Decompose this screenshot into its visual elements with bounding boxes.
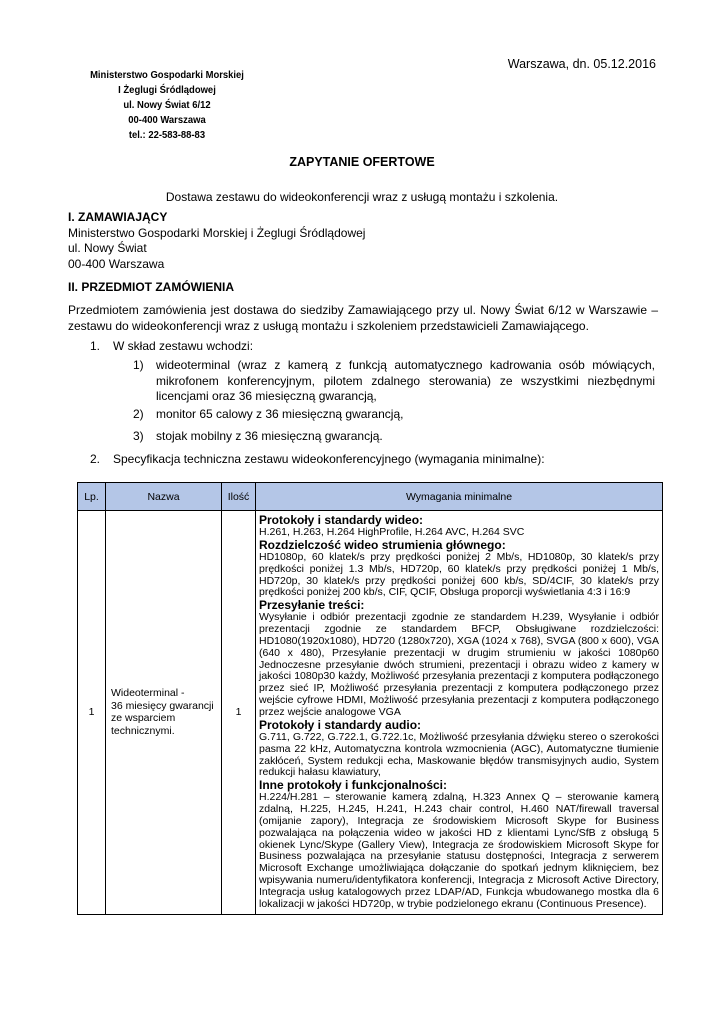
address-line: tel.: 22-583-88-83 [128, 129, 206, 141]
requirement-text: G.711, G.722, G.722.1, G.722.1c, Możliwość przesyłania dźwięku stereo o szerokości pasma 22 kHz, Automatyczna kontrola wzmocnienia (AGC), Automatyczne tłumienie zakłóceń, System redukcji echa, Maskowanie błędów transmisyjnych audio, System redukcji hałasu klawiatury, [259, 730, 659, 779]
address-line: 00-400 Warszawa [128, 114, 206, 126]
section-contracting-authority [68, 210, 365, 272]
cell-name [106, 511, 222, 915]
list-item [90, 451, 545, 467]
requirement-heading: Inne protokoły i funkcjonalności: [259, 778, 448, 793]
sub-list-number: 2) [133, 407, 144, 421]
requirement-heading: Protokoły i standardy audio: [259, 717, 422, 732]
header-lp: Lp. [78, 483, 106, 511]
sub-list-text: monitor 65 calowy z 36 miesięczną gwarancją, [156, 407, 404, 421]
sub-list-number: 3) [133, 429, 144, 443]
requirement-text: HD1080p, 60 klatek/s przy prędkości poniżej 2 Mb/s, HD1080p, 30 klatek/s przy prędkości poniżej 1.3 Mb/s, HD720p, 60 klatek/s przy prędkości poniżej 1 Mb/s, HD720p, 30 klatek/s przy prędkości poniżej 600 kb/s, SD/4CIF, 30 klatek/s przy prędkości poniżej 200 kb/s, CIF, QCIF, Obsługa proporcji wyświetlania 4:3 i 16:9 [259, 550, 659, 599]
sub-list-text: stojak mobilny z 36 miesięczną gwarancją. [156, 429, 383, 443]
document-title: ZAPYTANIE OFERTOWE [289, 155, 435, 169]
header-name: Nazwa [106, 483, 222, 511]
address-line: Ministerstwo Gospodarki Morskiej [90, 69, 244, 81]
name-line: 36 miesięcy gwarancji [111, 699, 214, 712]
order-intro-paragraph: Przedmiotem zamówienia jest dostawa do siedziby Zamawiającego przy ul. Nowy Świat 6/12 w Warszawie – zestawu do wideokonferencji wraz z usługą montażu i szkoleniem przedstawicieli Zamawiającego. [68, 303, 658, 333]
requirement-text: Wysyłanie i odbiór prezentacji zgodnie ze standardem H.239, Wysyłanie i odbiór prezentacji zgodnie ze standardem BFCP, Obsługiwane rozdzielczości: HD1080(1920x1080), HD720 (1280x720), XGA (1024 x 768), SVGA (800 x 600), VGA (640 x 480), Przesyłanie prezentacji w drugim strumieniu w jakości 1080p60 Jednoczesne przesyłanie dwóch strumieni, prezentacji i obrazu wideo z kamery w jakości 1080p30 każdy, Możliwość przesyłania prezentacji z komputera podłączonego przez sieć IP, Możliwość przesyłania prezentacji z komputera podłączonego przez wejście cyfrowe HDMI, Możliwość przesyłania prezentacji z komputera podłączonego przez wejście analogowe VGA [259, 611, 659, 718]
header-requirements: Wymagania minimalne [256, 483, 663, 511]
sub-list-item [133, 429, 655, 445]
cell-lp: 1 [78, 511, 106, 915]
cell-qty: 1 [222, 511, 256, 915]
sub-list-number: 1) [133, 358, 144, 372]
list-text: Specyfikacja techniczna zestawu wideokonferencyjnego (wymagania minimalne): [113, 452, 545, 466]
table-row [78, 511, 663, 915]
sender-address [85, 68, 249, 143]
section-heading: II. PRZEDMIOT ZAMÓWIENIA [68, 280, 234, 294]
sub-list-item [133, 407, 655, 423]
requirement-heading: Przesyłanie treści: [259, 598, 365, 613]
list-text: W skład zestawu wchodzi: [113, 339, 254, 353]
specification-table [77, 482, 663, 915]
name-line: Wideoterminal - [111, 687, 185, 700]
list-item [90, 338, 253, 354]
section-line: ul. Nowy Świat [68, 241, 147, 255]
sub-list-item [133, 358, 655, 405]
requirement-text: H.261, H.263, H.264 HighProfile, H.264 AVC, H.264 SVC [259, 526, 525, 538]
requirement-heading: Protokoły i standardy wideo: [259, 513, 424, 527]
list-number: 1. [90, 339, 101, 353]
name-line: technicznymi. [111, 724, 175, 737]
sub-list-text: wideoterminal (wraz z kamerą z funkcją automatycznego kadrowania osób mówiących, mikrofonem konferencyjnym, pilotem zdalnego sterowania) ze wszystkimi niezbędnymi licencjami oraz 36 miesięczną gwarancją, [156, 358, 655, 403]
document-subject: Dostawa zestawu do wideokonferencji wraz z usługą montażu i szkolenia. [165, 190, 559, 204]
section-line: 00-400 Warszawa [68, 256, 165, 271]
list-number: 2. [90, 452, 101, 466]
header-qty: Ilość [222, 483, 256, 511]
document-date: Warszawa, dn. 05.12.2016 [507, 57, 656, 71]
name-line: ze wsparciem [111, 712, 176, 725]
requirement-text: H.224/H.281 – sterowanie kamerą zdalną, H.323 Annex Q – sterowanie kamerą zdalną, H.225, H.245, H.241, H.243 chair control, H.460 NAT/firewall traversal (omijanie zapory), Integracja ze środowiskiem Microsoft Skype for Business pozwalająca na połączenia wideo w jakości HD z klientami Lync/SfB z obsługą 5 okienek Lync/Skype (Gallery View), Integracja ze środowiskiem Microsoft Skype for Business pozwalająca na przesyłanie statusu dostępności, Integracja z serwerem Microsoft Exchange umożliwiająca dołączanie do spotkań jednym kliknięciem, bez wpisywania numeru/identyfikatora konferencji, Integracja z Microsoft Active Directory, Integracja usług katalogowych przez LDAP/AD, Funkcja wbudowanego mostka dla 6 lokalizacji w jakości HD720p, w trybie podzielonego ekranu (Continuous Presence). [259, 791, 659, 910]
cell-requirements [256, 511, 663, 915]
section-heading: I. ZAMAWIAJĄCY [68, 210, 168, 224]
section-subject-heading [68, 280, 234, 296]
table-header-row [78, 483, 663, 511]
section-line: Ministerstwo Gospodarki Morskiej i Żeglugi Śródlądowej [68, 225, 366, 240]
address-line: ul. Nowy Świat 6/12 [123, 99, 211, 111]
address-line: I Żeglugi Śródlądowej [118, 84, 216, 96]
requirement-heading: Rozdzielczość wideo strumienia głównego: [259, 537, 506, 552]
